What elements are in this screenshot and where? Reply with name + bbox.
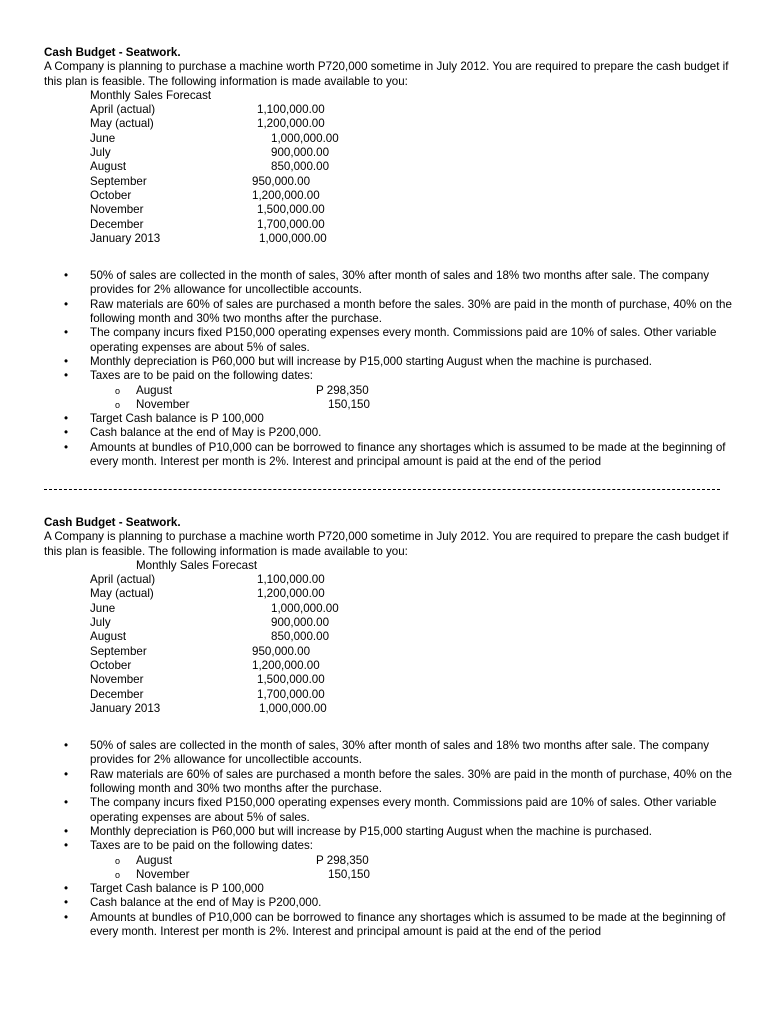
row-month: December [90, 217, 144, 231]
seatwork-block-1 [44, 46, 744, 469]
row-month: September [90, 174, 147, 188]
bullet-cash-may: • Cash balance at the end of May is P200,000. [44, 426, 744, 440]
row-month: August [90, 630, 127, 644]
bullet-borrowing: • Amounts at bundles of P10,000 can be borrowed to finance any shortages which is assumed to be made at the beginning of every month. Interest per month is 2%. Interest and principal amount is paid at the end of the period [44, 441, 744, 470]
bullet-target-cash: • Target Cash balance is P 100,000 [44, 412, 744, 426]
sales-forecast-table [44, 573, 744, 731]
row-month: May (actual) [90, 587, 154, 601]
row-amount: 1,100,000.00 [257, 103, 325, 117]
row-amount: 1,200,000.00 [252, 658, 320, 672]
sales-forecast-heading: Monthly Sales Forecast [136, 558, 258, 572]
bullet-taxes [44, 839, 744, 882]
bullet-depreciation: • Monthly depreciation is P60,000 but will increase by P15,000 starting August when the machine is purchased. [44, 825, 744, 839]
row-month: October [90, 658, 132, 672]
tax-amount: P 298,350 [316, 853, 369, 867]
assumptions-list [44, 269, 744, 469]
intro-paragraph: A Company is planning to purchase a machine worth P720,000 sometime in July 2012. You are required to prepare the cash budget if this plan is feasible. The following information is made available to you: [44, 60, 729, 88]
document-title: Cash Budget - Seatwork. [44, 516, 181, 529]
tax-item [90, 854, 744, 868]
row-month: December [90, 687, 144, 701]
tax-month: o November [136, 397, 190, 411]
taxes-intro: Taxes are to be paid on the following dates: [90, 369, 314, 383]
tax-item [90, 384, 744, 398]
document-title: Cash Budget - Seatwork. [44, 46, 181, 59]
intro-paragraph: A Company is planning to purchase a machine worth P720,000 sometime in July 2012. You are required to prepare the cash budget if this plan is feasible. The following information is made available to you: [44, 530, 729, 558]
bullet-cash-may: • Cash balance at the end of May is P200,000. [44, 896, 744, 910]
row-amount: 1,500,000.00 [257, 203, 325, 217]
row-amount: 1,200,000.00 [257, 587, 325, 601]
row-amount: 850,000.00 [271, 160, 330, 174]
row-amount: 1,000,000.00 [271, 601, 339, 615]
row-month: September [90, 644, 147, 658]
row-amount: 950,000.00 [252, 174, 311, 188]
row-amount: 1,000,000.00 [259, 701, 327, 715]
bullet-taxes [44, 369, 744, 412]
seatwork-block-2 [44, 516, 744, 939]
row-month: November [90, 673, 144, 687]
sales-forecast-table [44, 103, 744, 261]
row-amount: 1,200,000.00 [252, 188, 320, 202]
bullet-raw-materials: • Raw materials are 60% of sales are purchased a month before the sales. 30% are paid in the month of purchase, 40% on the following month and 30% two months after the purchase. [44, 298, 744, 327]
row-amount: 850,000.00 [271, 630, 330, 644]
tax-amount: P 298,350 [316, 383, 369, 397]
tax-month: o November [136, 867, 190, 881]
row-month: April (actual) [90, 103, 156, 117]
tax-month: o August [136, 853, 173, 867]
row-month: July [90, 616, 111, 630]
row-amount: 1,500,000.00 [257, 673, 325, 687]
row-month: April (actual) [90, 573, 156, 587]
bullet-target-cash: • Target Cash balance is P 100,000 [44, 882, 744, 896]
bullet-operating-expenses: • The company incurs fixed P150,000 operating expenses every month. Commissions paid are 10% of sales. Other variable operating expenses are about 5% of sales. [44, 796, 744, 825]
tax-month: o August [136, 383, 173, 397]
bullet-collections: • 50% of sales are collected in the month of sales, 30% after month of sales and 18% two months after sale. The company provides for 2% allowance for uncollectible accounts. [44, 739, 744, 768]
assumptions-list [44, 739, 744, 939]
row-month: October [90, 188, 132, 202]
row-month: July [90, 146, 111, 160]
row-amount: 1,700,000.00 [257, 217, 325, 231]
row-amount: 1,700,000.00 [257, 687, 325, 701]
tax-amount: 150,150 [328, 867, 370, 881]
row-month: August [90, 160, 127, 174]
row-month: June [90, 601, 116, 615]
row-month: June [90, 131, 116, 145]
bullet-operating-expenses: • The company incurs fixed P150,000 operating expenses every month. Commissions paid are 10% of sales. Other variable operating expenses are about 5% of sales. [44, 326, 744, 355]
row-amount: 900,000.00 [271, 146, 330, 160]
row-amount: 900,000.00 [271, 616, 330, 630]
row-amount: 1,000,000.00 [259, 231, 327, 245]
tax-dates-list [90, 854, 744, 883]
tax-item [90, 868, 744, 882]
row-amount: 1,100,000.00 [257, 573, 325, 587]
tax-dates-list [90, 384, 744, 413]
dashed-separator [44, 489, 720, 490]
row-month: November [90, 203, 144, 217]
row-amount: 1,000,000.00 [271, 131, 339, 145]
tax-item [90, 398, 744, 412]
bullet-raw-materials: • Raw materials are 60% of sales are purchased a month before the sales. 30% are paid in the month of purchase, 40% on the following month and 30% two months after the purchase. [44, 768, 744, 797]
taxes-intro: Taxes are to be paid on the following dates: [90, 839, 314, 853]
bullet-depreciation: • Monthly depreciation is P60,000 but will increase by P15,000 starting August when the machine is purchased. [44, 355, 744, 369]
row-month: January 2013 [90, 231, 161, 245]
bullet-borrowing: • Amounts at bundles of P10,000 can be borrowed to finance any shortages which is assumed to be made at the beginning of every month. Interest per month is 2%. Interest and principal amount is paid at the end of the period [44, 911, 744, 940]
row-amount: 950,000.00 [252, 644, 311, 658]
row-amount: 1,200,000.00 [257, 117, 325, 131]
row-month: May (actual) [90, 117, 154, 131]
tax-amount: 150,150 [328, 397, 370, 411]
row-month: January 2013 [90, 701, 161, 715]
sales-forecast-heading: Monthly Sales Forecast [90, 88, 212, 102]
bullet-collections: • 50% of sales are collected in the month of sales, 30% after month of sales and 18% two months after sale. The company provides for 2% allowance for uncollectible accounts. [44, 269, 744, 298]
